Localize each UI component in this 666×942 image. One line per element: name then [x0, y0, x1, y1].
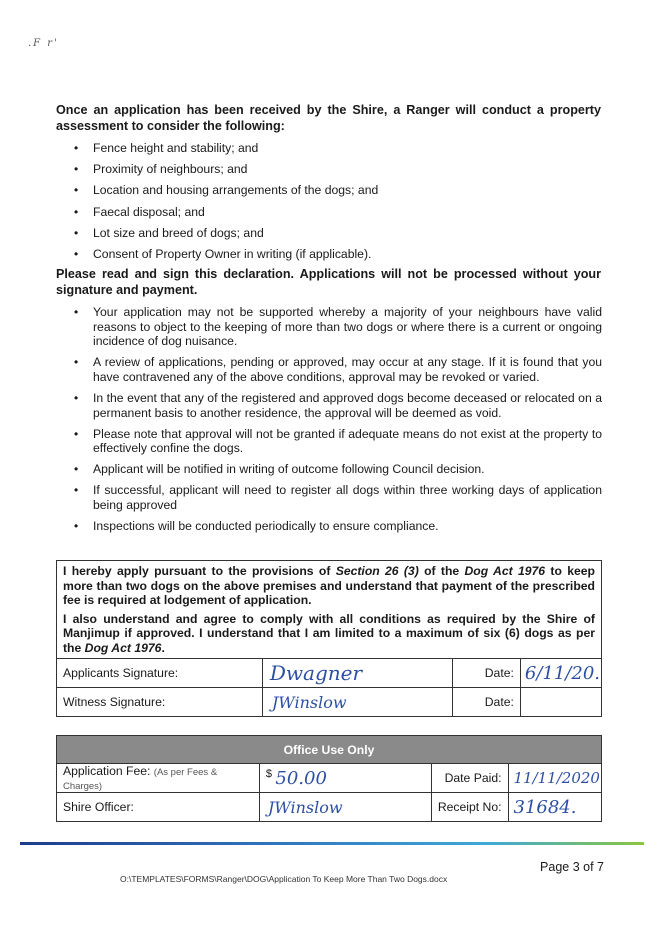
declaration-table	[56, 560, 602, 717]
date-paid-field[interactable]	[508, 764, 602, 793]
list-item: • Lot size and breed of dogs; and	[74, 225, 264, 240]
bullet-icon: •	[74, 355, 79, 370]
list-item: • Applicant will be notified in writing of outcome following Council decision.	[74, 462, 485, 477]
footer-rule	[20, 842, 644, 845]
bullet-icon: •	[74, 246, 79, 261]
applicant-signature: Dwagner	[269, 661, 363, 685]
witness-signature-label: Witness Signature:	[57, 688, 263, 717]
conditions-list	[74, 305, 602, 540]
application-fee-field[interactable]	[259, 764, 431, 793]
declaration-paragraph: I also understand and agree to comply with all conditions as required by the Shire of Manjimup if approved. I understand that I am limited to a maximum of six (6) dogs as per the Dog Act 1976.	[63, 611, 595, 655]
list-item: • Proximity of neighbours; and	[74, 162, 248, 177]
receipt-no-field[interactable]	[508, 793, 602, 822]
bullet-icon: •	[74, 141, 79, 155]
bullet-icon: •	[74, 426, 79, 441]
bullet-icon: •	[74, 519, 79, 534]
fee-note: (As per Fees & Charges)	[63, 767, 218, 792]
office-use-table	[56, 735, 602, 822]
application-fee-label: Application Fee: (As per Fees & Charges)	[57, 764, 260, 793]
bullet-icon: •	[74, 183, 79, 198]
list-item: • Your application may not be supported whereby a majority of your neighbours have valid reasons to object to the keeping of more than two dogs or where there is a current or ongoing incidence of dog nuisance.	[74, 305, 602, 349]
shire-officer-value: JWinslow	[267, 797, 343, 817]
list-item: • Fence height and stability; and	[74, 141, 259, 155]
bullet-icon: •	[74, 462, 79, 477]
applicant-date-field[interactable]	[520, 659, 601, 688]
declaration-heading: Please read and sign this declaration. Applications will not be processed without your signature and payment.	[56, 267, 601, 297]
office-use-heading: Office Use Only	[57, 736, 602, 764]
page-number: Page 3 of 7	[540, 860, 604, 874]
list-item: • In the event that any of the registered and approved dogs become deceased or relocated on a permanent basis to another residence, the approval will be deemed as void.	[74, 390, 602, 420]
applicant-signature-field[interactable]	[262, 659, 452, 688]
list-item: • Faecal disposal; and	[74, 204, 205, 219]
applicant-signature-label: Applicants Signature:	[57, 659, 263, 688]
template-file-path: O:\TEMPLATES\FORMS\Ranger\DOG\Application To Keep More Than Two Dogs.docx	[120, 874, 448, 884]
shire-officer-label: Shire Officer:	[57, 793, 260, 822]
list-item: • Please note that approval will not be granted if adequate means do not exist at the property to effectively confine the dogs.	[74, 426, 602, 456]
applicant-date-label: Date:	[452, 659, 520, 688]
currency-symbol: $	[265, 767, 273, 780]
assessment-list	[74, 140, 594, 267]
assessment-intro: Once an application has been received by the Shire, a Ranger will conduct a property assessment to consider the following:	[56, 103, 601, 133]
witness-signature: JWinslow	[271, 692, 347, 712]
bullet-icon: •	[74, 305, 79, 319]
receipt-no-label: Receipt No:	[431, 793, 508, 822]
date-paid-label: Date Paid:	[431, 764, 508, 793]
receipt-no-value: 31684.	[513, 796, 577, 818]
bullet-icon: •	[74, 204, 79, 219]
declaration-text	[57, 561, 602, 659]
bullet-icon: •	[74, 162, 79, 177]
scan-specks: .F r'	[28, 38, 59, 49]
list-item: • Location and housing arrangements of the dogs; and	[74, 183, 379, 198]
bullet-icon: •	[74, 225, 79, 240]
list-item: • Inspections will be conducted periodically to ensure compliance.	[74, 519, 439, 534]
bullet-icon: •	[74, 483, 79, 498]
application-fee-value: 50.00	[275, 767, 327, 789]
applicant-date: 6/11/20.	[524, 662, 600, 684]
witness-signature-field[interactable]	[262, 688, 452, 717]
list-item: • A review of applications, pending or approved, may occur at any stage. If it is found that you have contravened any of the above conditions, approval may be revoked or varied.	[74, 355, 602, 384]
list-item: • Consent of Property Owner in writing (if applicable).	[74, 246, 372, 261]
date-paid-value: 11/11/2020	[513, 769, 600, 787]
witness-date-field[interactable]	[520, 688, 601, 717]
list-item: • If successful, applicant will need to register all dogs within three working days of application being approved	[74, 483, 602, 513]
declaration-paragraph: I hereby apply pursuant to the provisions of Section 26 (3) of the Dog Act 1976 to keep more than two dogs on the above premises and understand that payment of the prescribed fee is required at lodgement of application.	[63, 564, 595, 607]
shire-officer-field[interactable]	[259, 793, 431, 822]
bullet-icon: •	[74, 390, 79, 405]
witness-date-label: Date:	[452, 688, 520, 717]
